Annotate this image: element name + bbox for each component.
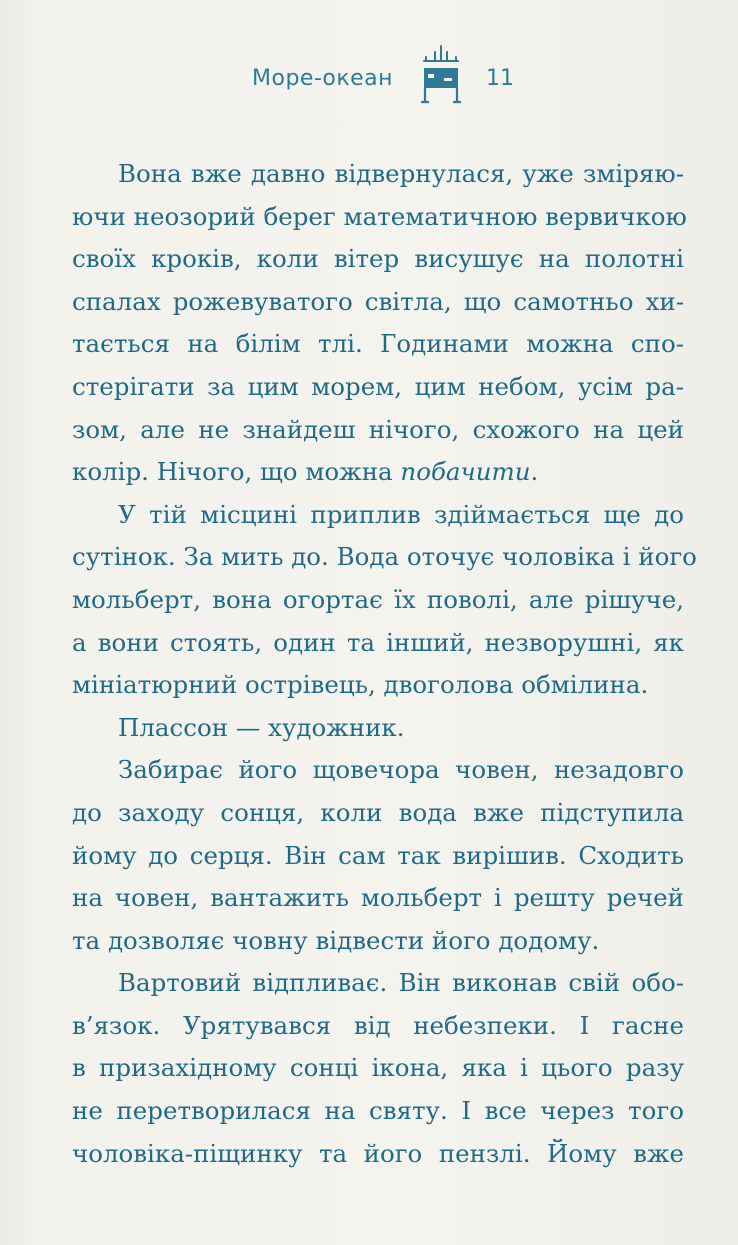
page-number: 11 [486,66,514,91]
text-line: Вона вже давно відвернулася, уже зміряю- [118,159,684,188]
text-line: на човен, вантажить мольберт і решту речей [72,883,684,913]
easel-icon [416,44,466,108]
running-header [0,44,738,114]
paragraph-3 [72,707,684,750]
text-line: Плассон — художник. [118,712,405,742]
text-line: мольберт, вона огортає їх поволі, але рішуче, [72,584,684,614]
running-header-title: Море-океан [252,66,394,91]
text-line: У тій місцині приплив здіймається ще до [118,499,684,529]
text-line [72,451,684,494]
text-line: в’язок. Урятувався від небезпеки. І гасне [72,1010,684,1040]
text-line: спалах рожевуватого світла, що самотньо хи- [72,286,684,316]
text-line: йому до серця. Він сам так вирішив. Сходить [72,840,684,870]
paragraph-4 [72,749,684,962]
body-text [72,153,697,1175]
text-line: Вартовий відпливає. Він виконав свій обо- [118,968,684,998]
text-line: своїх кроків, коли вітер висушує на полотні [72,244,684,274]
text-line: стерігати за цим морем, цим небом, усім ра- [72,371,684,401]
text-line: не перетворилася на святу. І все через того [72,1096,684,1126]
text-fragment: . [530,457,539,487]
text-line: тається на білім тлі. Годинами можна спо- [72,329,684,359]
text-fragment: колір. Нічого, що можна [72,457,401,487]
text-line: зом, але не знайдеш нічого, схожого на цей [72,414,684,444]
paragraph-2 [72,494,697,707]
paragraph-5 [72,962,684,1175]
text-line: до заходу сонця, коли вода вже підступила [72,797,684,827]
text-line: сутінок. За мить до. Вода оточує чоловіка і його [72,542,697,572]
text-line: а вони стоять, один та інший, незворушні, як [72,627,684,657]
paragraph-1 [72,153,687,494]
text-line: в призахідному сонці ікона, яка і цього разу [72,1053,684,1083]
text-line: та дозволяє човну відвести його додому. [72,925,600,955]
text-line: ючи неозорий берег математичною вервичкою [72,201,687,231]
text-line: Забирає його щовечора човен, незадовго [118,755,684,785]
text-line: мініатюрний острівець, двоголова обмілина. [72,670,649,700]
text-line: чоловіка-піщинку та його пензлі. Йому вже [72,1138,684,1168]
italic-emphasis: побачити [400,457,531,487]
